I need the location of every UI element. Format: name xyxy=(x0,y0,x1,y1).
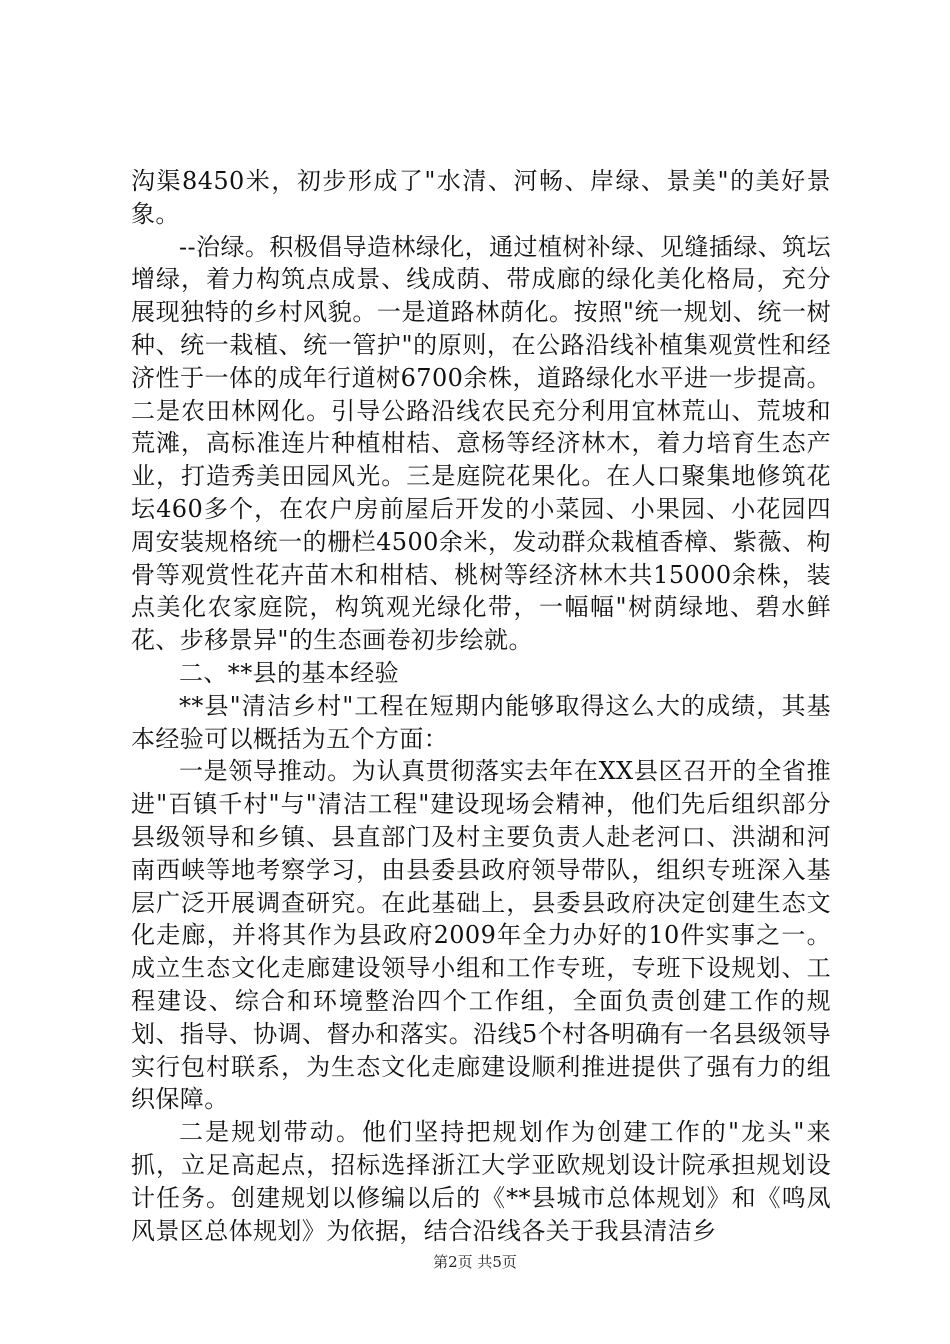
section-heading-basic-experience: 二、**县的基本经验 xyxy=(179,658,399,687)
paragraph-experience-intro: **县"清洁乡村"工程在短期内能够取得这么大的成绩，其基本经验可以概括为五个方面： xyxy=(131,691,831,753)
paragraph-greening: --治绿。积极倡导造林绿化，通过植树补绿、见缝插绿、筑坛增绿，着力构筑点成景、线成荫、带成廊的绿化美化格局，充分展现独特的乡村风貌。一是道路林荫化。按照"统一规划、统一树种、统一栽植、统一管护"的原则，在公路沿线补植集观赏性和经济性于一体的成年行道树6700余株，道路绿化水平进一步提高。二是农田林网化。引导公路沿线农民充分利用宜林荒山、荒坡和荒滩，高标准连片种植柑桔、意杨等经济林木，着力培育生态产业，打造秀美田园风光。三是庭院花果化。在人口聚集地修筑花坛460多个，在农户房前屋后开发的小菜园、小果园、小花园四周安装规格统一的栅栏4500余米，发动群众栽植香樟、紫薇、枸骨等观赏性花卉苗木和柑桔、桃树等经济林木共15000余株，装点美化农家庭院，构筑观光绿化带，一幅幅"树荫绿地、碧水鲜花、步移景异"的生态画卷初步绘就。 xyxy=(131,232,831,655)
document-body xyxy=(131,165,831,1247)
paragraph-leadership: 一是领导推动。为认真贯彻落实去年在XX县区召开的全省推进"百镇千村"与"清洁工程"建设现场会精神，他们先后组织部分县级领导和乡镇、县直部门及村主要负责人赴老河口、洪湖和河南西峡等地考察学习，由县委县政府领导带队，组织专班深入基层广泛开展调查研究。在此基础上，县委县政府决定创建生态文化走廊，并将其作为县政府2009年全力办好的10件实事之一。成立生态文化走廊建设领导小组和工作专班，专班下设规划、工程建设、综合和环境整治四个工作组，全面负责创建工作的规划、指导、协调、督办和落实。沿线5个村各明确有一名县级领导实行包村联系，为生态文化走廊建设顺利推进提供了强有力的组织保障。 xyxy=(131,757,831,1114)
paragraph-scene-summary: 沟渠8450米，初步形成了"水清、河畅、岸绿、景美"的美好景象。 xyxy=(131,167,831,228)
paragraph-planning: 二是规划带动。他们坚持把规划作为创建工作的"龙头"来抓，立足高起点，招标选择浙江大学亚欧规划设计院承担规划设计任务。创建规划以修编以后的《**县城市总体规划》和《鸣凤风景区总体规划》为依据，结合沿线各关于我县清洁乡 xyxy=(131,1118,831,1245)
page-number-label: 第2页 共5页 xyxy=(433,1253,517,1271)
page-footer xyxy=(0,1252,950,1272)
